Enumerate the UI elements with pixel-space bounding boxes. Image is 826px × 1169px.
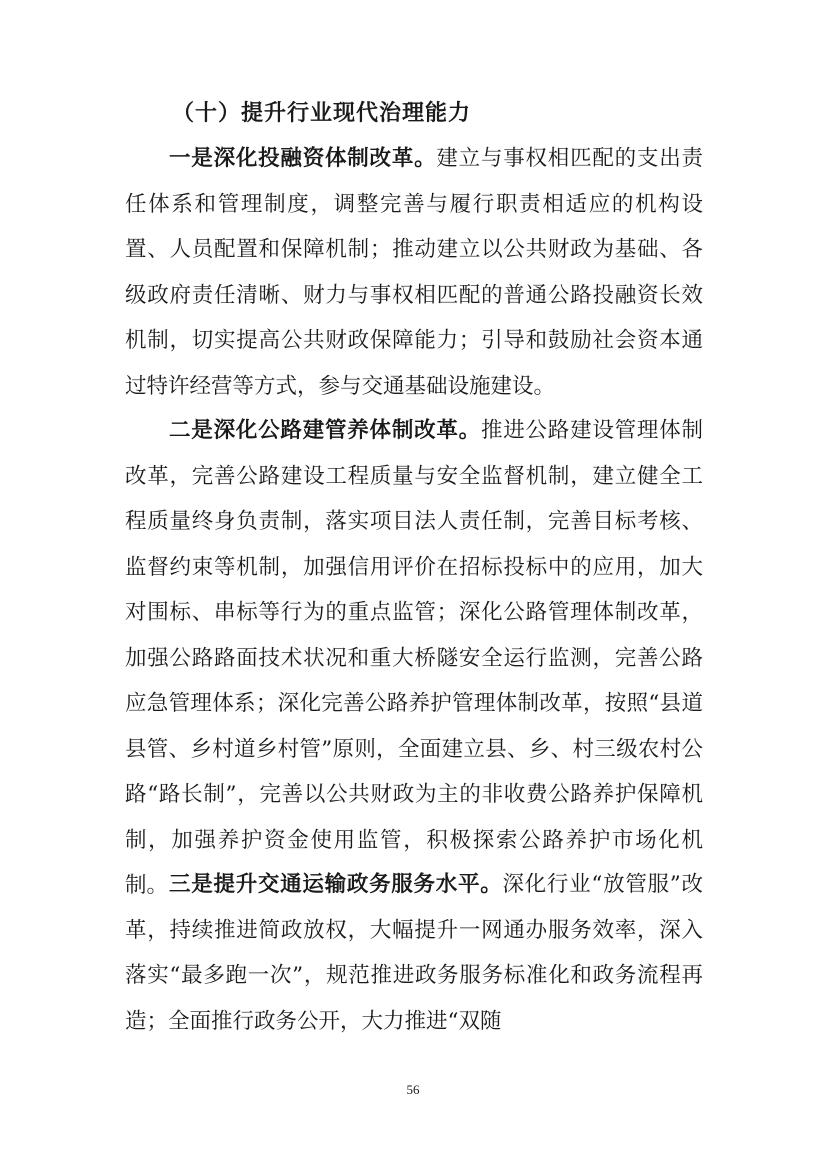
paragraph-body: 建立与事权相匹配的支出责任体系和管理制度，调整完善与履行职责相适应的机构设置、人员配置和保障机制；推动建立以公共财政为基础、各级政府责任清晰、财力与事权相匹配的普通公路投融资长效机制，切实提高公共财政保障能力；引导和鼓励社会资本通过特许经营等方式，参与交通基础设施建设。: [125, 146, 703, 399]
paragraph-lead: 一是深化投融资体制改革。: [169, 146, 437, 171]
paragraph-body: 推进公路建设管理体制改革，完善公路建设工程质量与安全监督机制，建立健全工程质量终身负责制，落实项目法人责任制，完善目标考核、监督约束等机制，加强信用评价在招标投标中的应用，加大对围标、串标等行为的重点监管；深化公路管理体制改革，加强公路路面技术状况和重大桥隧安全运行监测，完善公路应急管理体系；深化完善公路养护管理体制改革，按照“县道县管、乡村道乡村管”原则，全面建立县、乡、村三级农村公路“路长制”，完善以公共财政为主的非收费公路养护保障机制，加强养护资金使用监管，积极探索公路养护市场化机制。: [125, 418, 703, 898]
paragraph-lead: 三是提升交通运输政务服务水平。: [169, 872, 503, 897]
paragraph-lead: 二是深化公路建管养体制改革。: [169, 418, 481, 443]
page-number: 56: [406, 1082, 420, 1097]
paragraph-body: 深化行业“放管服”改革，持续推进简政放权，大幅提升一网通办服务效率，深入落实“最多跑一次”，规范推进政务服务标准化和政务流程再造；全面推行政务公开，大力推进“双随: [125, 872, 703, 1034]
paragraph-government-service: [125, 862, 703, 1044]
paragraph-investment-reform: [125, 136, 703, 409]
paragraph-highway-reform: [125, 408, 703, 909]
section-heading: （十）提升行业现代治理能力: [172, 101, 472, 126]
